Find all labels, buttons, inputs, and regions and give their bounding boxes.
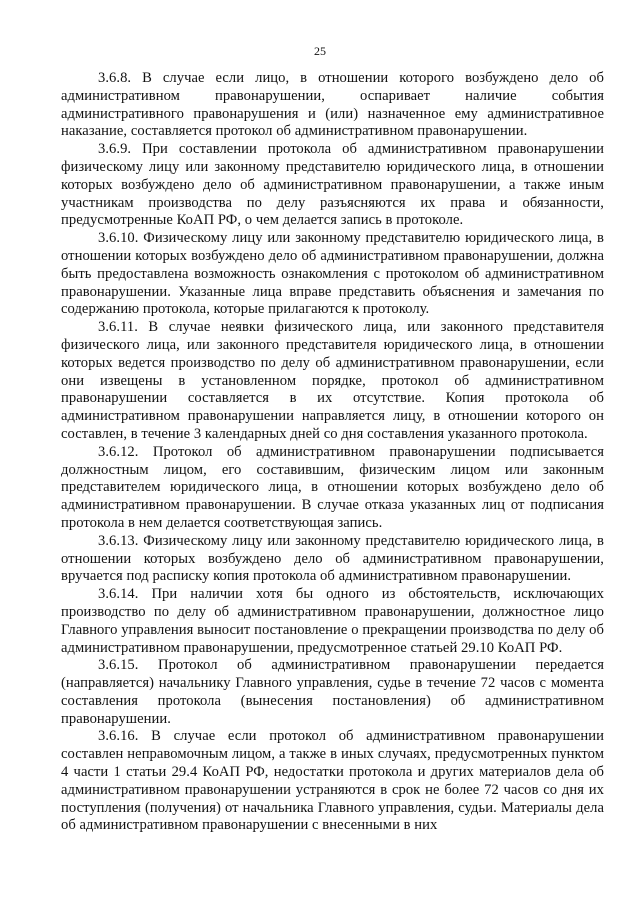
document-body	[61, 70, 604, 835]
paragraph-3-6-13: 3.6.13. Физическому лицу или законному представителю юридического лица, в отношении которых возбуждено дело об административном правонарушении, вручается под расписку копия протокола об административном правонарушении.	[61, 532, 604, 585]
paragraph-3-6-10: 3.6.10. Физическому лицу или законному представителю юридического лица, в отношении которых возбуждено дело об административном правонарушении, должна быть предоставлена возможность ознакомления с протоколом об административном правонарушении. Указанные лица вправе представить объяснения и замечания по содержанию протокола, которые прилагаются к протоколу.	[61, 230, 604, 318]
paragraph-3-6-16: 3.6.16. В случае если протокол об административном правонарушении составлен неправомочным лицом, а также в иных случаях, предусмотренных пунктом 4 части 1 статьи 29.4 КоАП РФ, недостатки протокола и других материалов дела об административном правонарушении устраняются в срок не более 72 часов со дня их поступления (получения) от начальника Главного управления, судьи. Материалы дела об административном правонарушении с внесенными в них	[61, 728, 604, 834]
paragraph-3-6-9: 3.6.9. При составлении протокола об административном правонарушении физическому лицу или законному представителю юридического лица, в отношении которых возбуждено дело об административном правонарушении, а также иным участникам производства по делу разъясняются их права и обязанности, предусмотренные КоАП РФ, о чем делается запись в протоколе.	[61, 141, 604, 229]
paragraph-3-6-11: 3.6.11. В случае неявки физического лица, или законного представителя физического лица, или законного представителя юридического лица, в отношении которых ведется производство по делу об административном правонарушении, если они извещены в установленном порядке, протокол об административном правонарушении составляется в их отсутствие. Копия протокола об административном правонарушении направляется лицу, в отношении которого он составлен, в течение 3 календарных дней со дня составления указанного протокола.	[61, 319, 604, 442]
paragraph-3-6-12: 3.6.12. Протокол об административном правонарушении подписывается должностным лицом, его составившим, физическим лицом или законным представителем юридического лица, в отношении которых возбуждено дело об административном правонарушении. В случае отказа указанных лиц от подписания протокола в нем делается соответствующая запись.	[61, 443, 604, 531]
paragraph-3-6-14: 3.6.14. При наличии хотя бы одного из обстоятельств, исключающих производство по делу об административном правонарушении, должностное лицо Главного управления выносит постановление о прекращении производства по делу об административном правонарушении, предусмотренное статьей 29.10 КоАП РФ.	[61, 586, 604, 656]
paragraph-3-6-8: 3.6.8. В случае если лицо, в отношении которого возбуждено дело об административном правонарушении, оспаривает наличие события административного правонарушения и (или) назначенное ему административное наказание, составляется протокол об административном правонарушении.	[61, 70, 604, 140]
page-number: 25	[314, 44, 326, 58]
paragraph-3-6-15: 3.6.15. Протокол об административном правонарушении передается (направляется) начальнику Главного управления, судье в течение 72 часов с момента составления протокола (вынесения постановления) об административном правонарушении.	[61, 657, 604, 727]
